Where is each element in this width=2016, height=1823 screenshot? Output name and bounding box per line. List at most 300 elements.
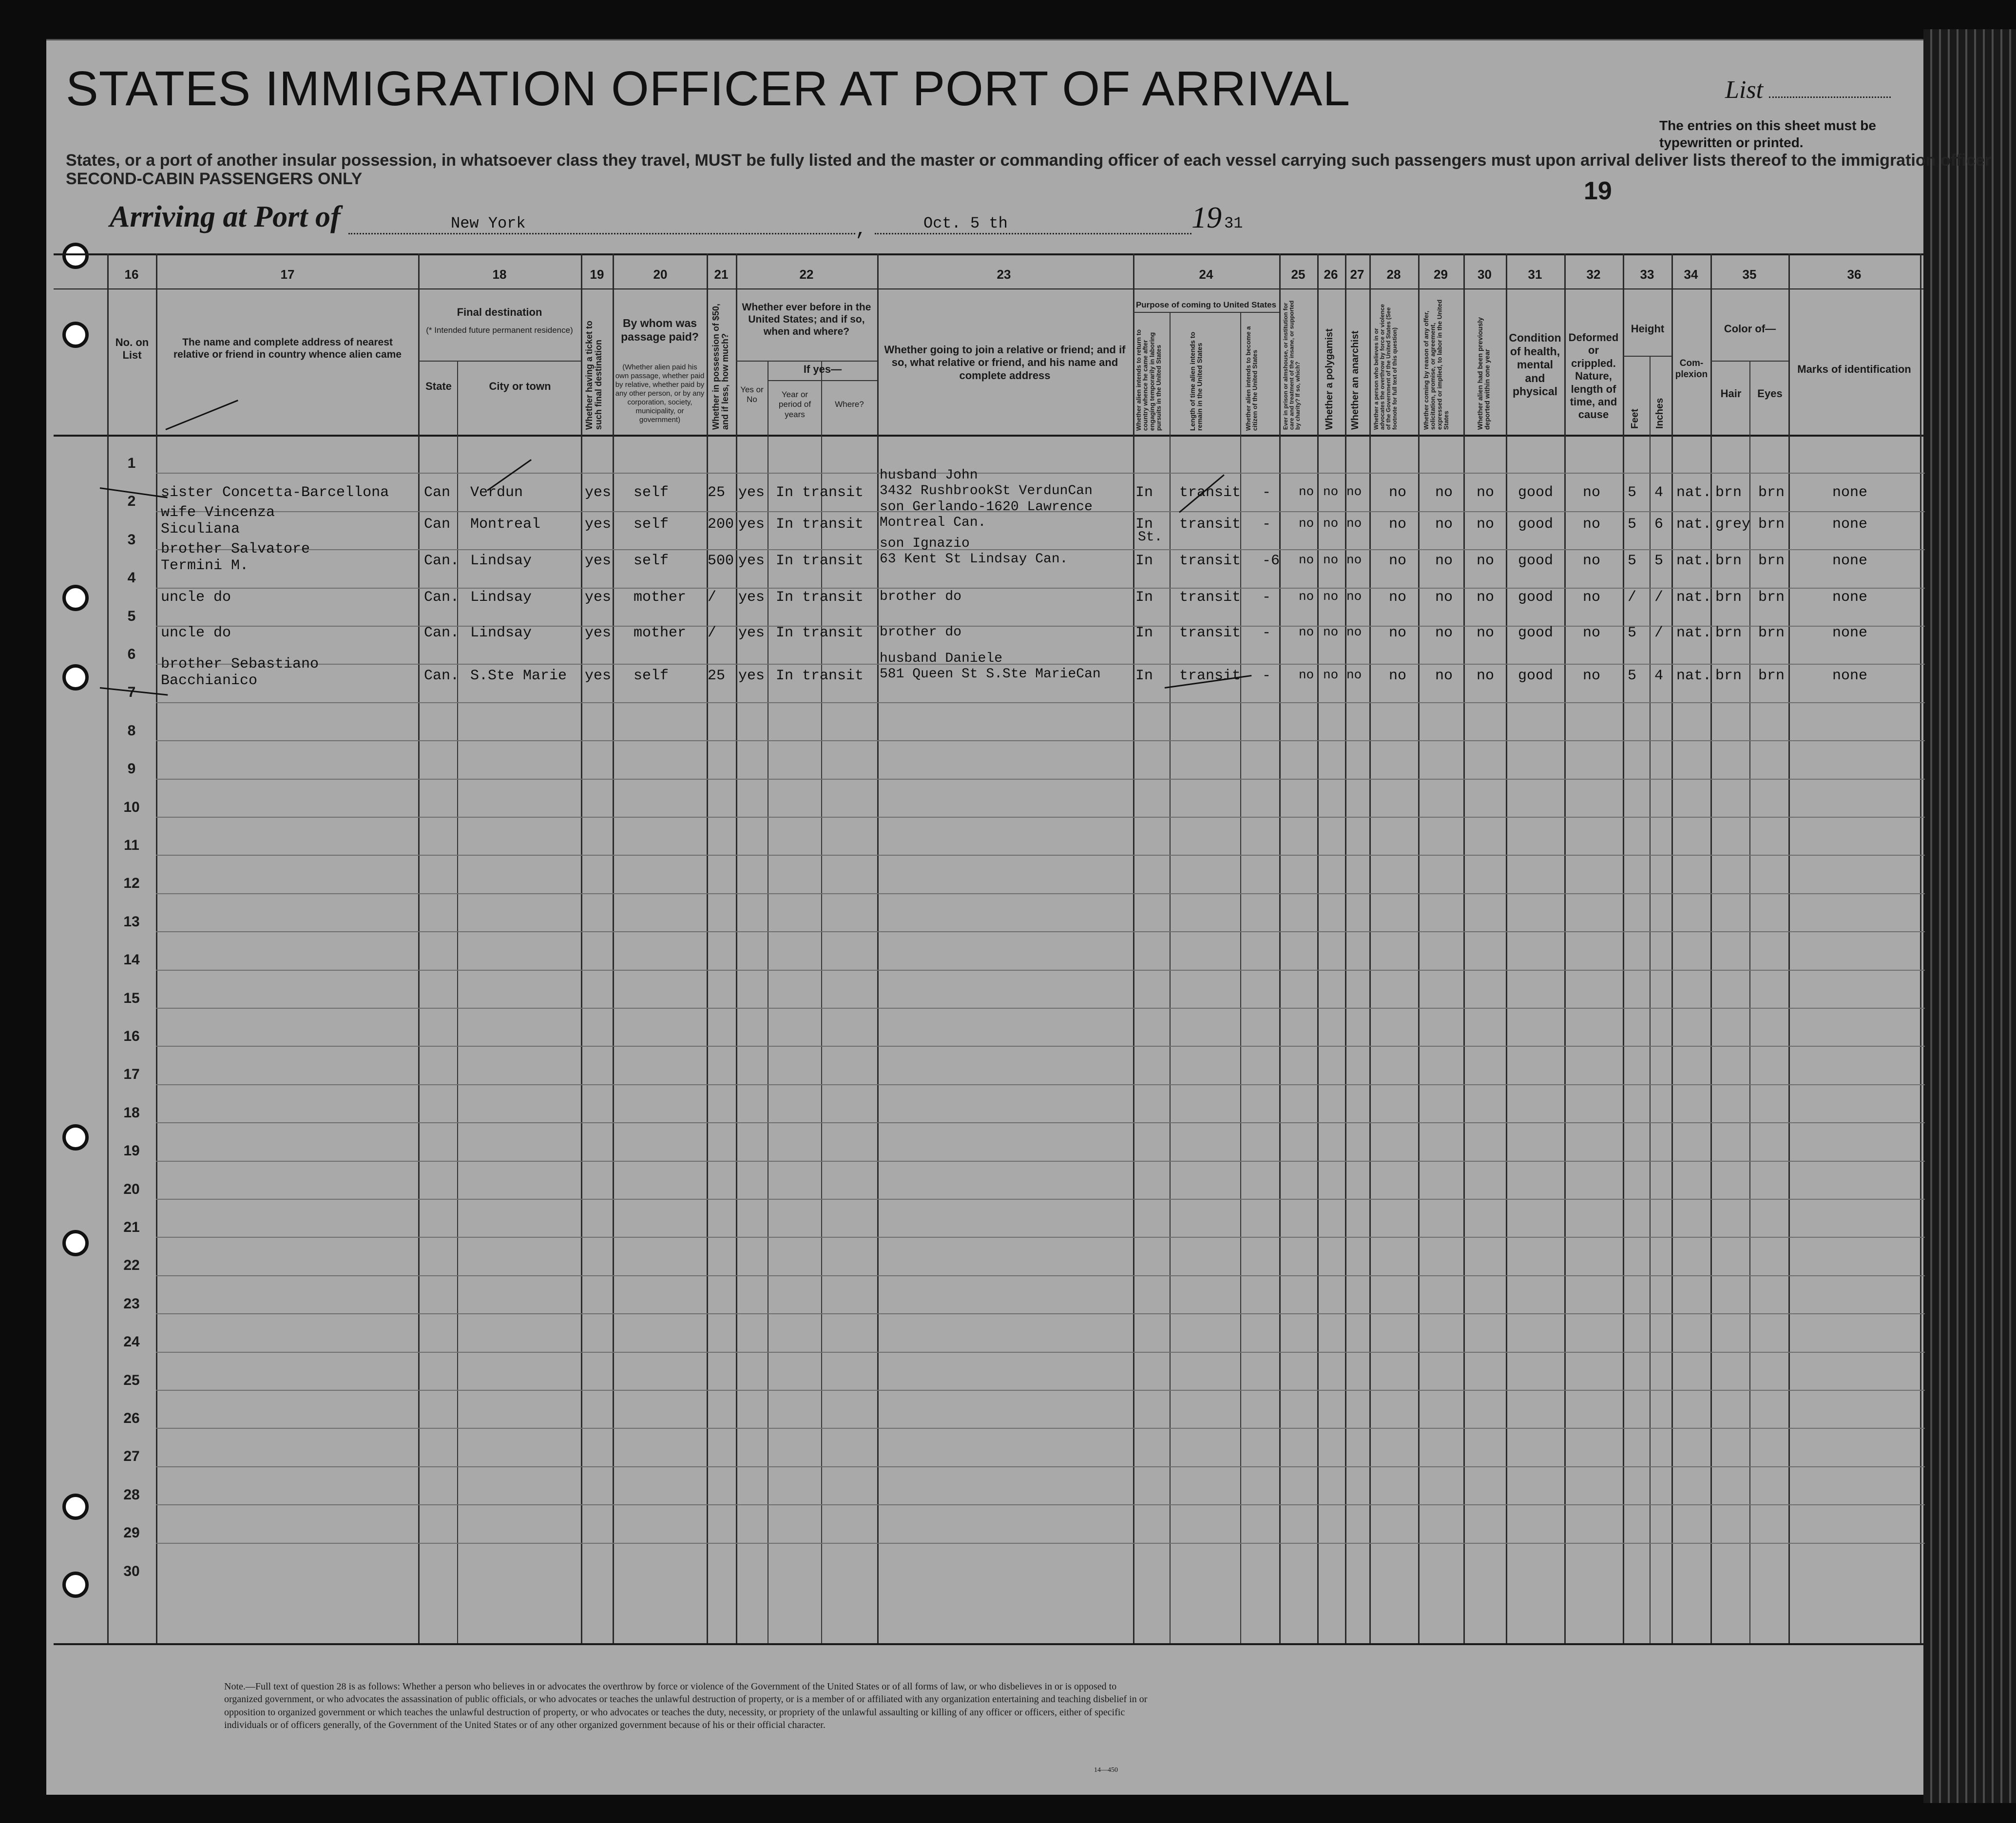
cell-c26: no	[1323, 668, 1339, 682]
cell-marks: none	[1832, 484, 1868, 501]
form-number: 14—450	[1094, 1766, 1118, 1774]
year-prefix: 19	[1191, 201, 1222, 234]
cell-c29: no	[1435, 553, 1453, 569]
header-hair: Hair	[1720, 387, 1742, 400]
cell-money: 25	[708, 484, 726, 501]
table-top-rule	[54, 253, 1925, 255]
column-rule	[1623, 253, 1624, 1643]
cell-deformed: no	[1583, 516, 1601, 533]
cell-purpose: In	[1135, 589, 1153, 606]
header-length-stay: Length of time alien intends to remain in the United States	[1189, 332, 1204, 431]
header-return-intent: Whether alien intends to return to country whence he came after engaging temporarily in laboring pursuits in the United States	[1135, 329, 1162, 431]
cell-join-l1: son Ignazio	[880, 536, 970, 551]
row-rule	[156, 855, 1925, 856]
cell-c29: no	[1435, 589, 1453, 606]
column-rule	[1133, 253, 1134, 1643]
column-rule	[1671, 253, 1673, 1643]
cell-c30: no	[1477, 553, 1495, 569]
header-height: Height	[1631, 323, 1665, 335]
footnote: Note.—Full text of question 28 is as follows: Whether a person who believes in or advocates the overthrow by force or violence of the Government of the United States or of all forms of law, or who disbelieves in or is opposed to organized government, or who advocates the assassination of public officials, or who advocates or teaches the unlawful destruction of property, or is a member of or affiliated with any organization entertaining and teaching disbelief in or opposition to organized government or which teaches the unlawful destruction of property, or who advocates or teaches the duty, necessity, or propriety of the unlawful assaulting or killing of any officer or officers, either of specific individuals or of officers generally, of the Government of the United States or of any other organized government because of his or their official character.	[224, 1681, 1148, 1731]
header-if-yes: If yes—	[803, 363, 842, 375]
column-number: 23	[997, 267, 1011, 282]
cell-c27: no	[1346, 484, 1362, 499]
cell-c26: no	[1323, 625, 1339, 639]
table-bottom-rule	[54, 1643, 1925, 1645]
column-number: 18	[492, 267, 507, 282]
cell-before-year: In transit	[776, 589, 864, 606]
cell-citizen: -	[1262, 516, 1271, 533]
cell-paid-by: self	[634, 553, 669, 569]
cell-state: Can.	[424, 589, 460, 606]
column-rule	[1369, 253, 1371, 1643]
row-number: 13	[123, 913, 140, 930]
row-rule	[156, 931, 1925, 932]
cell-join-l2: 63 Kent St Lindsay Can.	[880, 552, 1068, 567]
port-line	[348, 233, 855, 234]
column-rule	[1463, 253, 1465, 1643]
header-citizen-intent: Whether alien intends to become a citizen of the United States	[1245, 326, 1259, 431]
cell-stay: transit	[1179, 589, 1241, 606]
cell-deformed: no	[1583, 589, 1601, 606]
cell-ticket: yes	[585, 516, 612, 533]
cell-before-yes-no: yes	[738, 589, 765, 606]
cell-feet: 5	[1628, 516, 1637, 533]
cell-c29: no	[1435, 516, 1453, 533]
row-rule	[156, 1161, 1925, 1162]
column-rule	[1418, 253, 1420, 1643]
cell-c27: no	[1346, 625, 1362, 639]
row-rule	[156, 893, 1925, 894]
row-number: 24	[123, 1334, 140, 1350]
column-number: 28	[1386, 267, 1401, 282]
cell-eyes: brn	[1758, 668, 1785, 684]
row-number: 1	[127, 455, 136, 471]
row-number: 2	[127, 493, 136, 510]
cell-eyes: brn	[1758, 553, 1785, 569]
column-rule	[156, 253, 157, 1643]
header-inches: Inches	[1654, 398, 1665, 429]
cell-marks: none	[1832, 553, 1868, 569]
column-rule	[1345, 253, 1346, 1643]
cell-before-year: In transit	[776, 516, 864, 533]
cell-c25: no	[1299, 553, 1314, 567]
row-rule	[156, 1008, 1925, 1009]
cell-before-year: In transit	[776, 484, 864, 501]
cell-citizen: -	[1262, 668, 1271, 684]
cell-inches: 6	[1654, 516, 1664, 533]
cell-eyes: brn	[1758, 625, 1785, 641]
cell-join-extra: St.	[1138, 530, 1163, 545]
row-rule	[156, 1275, 1925, 1276]
row-rule	[156, 740, 1925, 741]
row-number: 29	[123, 1525, 140, 1541]
cell-money: 25	[708, 668, 726, 684]
row-number: 28	[123, 1486, 140, 1503]
header-year: Year or period of years	[778, 390, 811, 419]
subheader-rule	[1133, 312, 1279, 313]
header-feet: Feet	[1630, 408, 1640, 429]
cell-before-year: In transit	[776, 625, 864, 641]
cell-complexion: nat.	[1676, 668, 1712, 684]
cell-c26: no	[1323, 589, 1339, 604]
header-deformed: Deformed or crippled. Nature, length of time, and cause	[1568, 331, 1619, 421]
cell-purpose: In	[1135, 553, 1153, 569]
cell-c30: no	[1477, 625, 1495, 641]
cell-before-year: In transit	[776, 668, 864, 684]
cell-health: good	[1518, 484, 1554, 501]
cell-paid-by: self	[634, 516, 669, 533]
column-number: 33	[1640, 267, 1654, 282]
column-number: 26	[1324, 267, 1338, 282]
cell-join-l1: husband Daniele	[880, 651, 1003, 666]
binder-hole-icon	[62, 1124, 89, 1151]
cell-complexion: nat.	[1676, 516, 1712, 533]
cell-state: Can	[424, 516, 451, 533]
binder-hole-icon	[62, 1572, 89, 1598]
row-number: 19	[123, 1143, 140, 1159]
cell-c27: no	[1346, 516, 1362, 531]
header-passage-paid-note: (Whether alien paid his own passage, whether paid by relative, whether paid by any other person, or by any corporation, society, municipality, or government)	[615, 363, 705, 424]
header-eyes: Eyes	[1757, 387, 1783, 400]
header-prison: Ever in prison or almshouse, or institution for care and treatment of the insane, or supported by charity? If so, which?	[1282, 300, 1302, 430]
cell-health: good	[1518, 625, 1554, 641]
column-rule	[1710, 253, 1712, 1643]
header-overthrow: Whether a person who believes in or advocates the overthrow by force or violence of the Government of the United States (See footnote for full text of this question)	[1373, 304, 1398, 430]
cell-relative-l1: sister Concetta-Barcellona	[161, 484, 389, 501]
row-number: 26	[123, 1410, 140, 1426]
column-number: 35	[1742, 267, 1757, 282]
cell-complexion: nat.	[1676, 625, 1712, 641]
subheader-rule	[418, 361, 581, 362]
cell-city: Montreal	[470, 516, 541, 533]
cell-complexion: nat.	[1676, 589, 1712, 606]
cell-stay: transit	[1179, 553, 1241, 569]
cell-ticket: yes	[585, 553, 612, 569]
header-state: State	[425, 380, 452, 392]
column-number: 34	[1684, 267, 1698, 282]
cell-feet: 5	[1628, 553, 1637, 569]
header-marks: Marks of identification	[1797, 363, 1911, 375]
row-rule	[156, 1122, 1925, 1123]
column-rule	[707, 253, 708, 1643]
cell-deformed: no	[1583, 625, 1601, 641]
column-number: 21	[714, 267, 729, 282]
row-rule	[156, 1046, 1925, 1047]
cell-join-l2: 581 Queen St S.Ste MarieCan	[880, 667, 1101, 682]
cell-c26: no	[1323, 516, 1339, 531]
cell-c27: no	[1346, 668, 1362, 682]
cell-inches: 4	[1654, 484, 1664, 501]
cell-health: good	[1518, 516, 1554, 533]
cell-c28: no	[1389, 668, 1407, 684]
column-rule	[1920, 253, 1921, 1643]
row-number: 6	[127, 646, 136, 662]
cell-marks: none	[1832, 668, 1868, 684]
row-number: 7	[127, 684, 136, 701]
header-color-of: Color of—	[1724, 323, 1776, 335]
sheet-number: 19	[1584, 177, 1612, 205]
column-number: 17	[280, 267, 295, 282]
row-number: 16	[123, 1028, 140, 1044]
cell-c30: no	[1477, 516, 1495, 533]
cell-c25: no	[1299, 589, 1314, 604]
cell-c28: no	[1389, 516, 1407, 533]
cell-c29: no	[1435, 625, 1453, 641]
cell-before-year: In transit	[776, 553, 864, 569]
row-rule	[156, 1504, 1925, 1505]
row-rule	[156, 664, 1925, 665]
header-join-relative: Whether going to join a relative or friend; and if so, what relative or friend, and his name and complete address	[884, 344, 1126, 382]
cell-paid-by: mother	[634, 625, 687, 641]
column-number: 30	[1478, 267, 1492, 282]
binder-hole-icon	[62, 322, 89, 348]
cell-hair: brn	[1715, 625, 1742, 641]
cell-ticket: yes	[585, 589, 612, 606]
row-number: 14	[123, 952, 140, 968]
row-rule	[156, 817, 1925, 818]
row-number: 8	[127, 722, 136, 739]
cell-money: 200	[708, 516, 734, 533]
header-city: City or town	[489, 380, 551, 392]
cell-money: /	[708, 589, 717, 606]
column-rule	[418, 253, 420, 1643]
cell-eyes: brn	[1758, 516, 1785, 533]
cell-hair: brn	[1715, 589, 1742, 606]
page-title: STATES IMMIGRATION OFFICER AT PORT OF ARRIVAL	[66, 61, 1351, 116]
cell-relative-l1: uncle do	[161, 589, 231, 606]
cell-complexion: nat.	[1676, 484, 1712, 501]
header-where: Where?	[835, 400, 864, 409]
row-number: 27	[123, 1448, 140, 1465]
cell-health: good	[1518, 668, 1554, 684]
arriving-label: Arriving at Port of	[110, 200, 341, 233]
header-final-destination-note: (* Intended future permanent residence)	[426, 326, 573, 335]
row-rule	[156, 1466, 1925, 1467]
cell-ticket: yes	[585, 625, 612, 641]
column-number: 36	[1847, 267, 1862, 282]
column-number: 32	[1586, 267, 1601, 282]
row-rule	[156, 1237, 1925, 1238]
cell-purpose: In	[1135, 484, 1153, 501]
cell-hair: brn	[1715, 668, 1742, 684]
column-number: 25	[1291, 267, 1306, 282]
cell-c28: no	[1389, 484, 1407, 501]
cell-before-yes-no: yes	[738, 625, 765, 641]
cell-complexion: nat.	[1676, 553, 1712, 569]
binder-hole-icon	[62, 1494, 89, 1520]
date-value: Oct. 5 th	[923, 214, 1008, 232]
cell-ticket: yes	[585, 484, 612, 501]
cell-inches: /	[1654, 625, 1664, 641]
cell-inches: /	[1654, 589, 1664, 606]
cell-deformed: no	[1583, 553, 1601, 569]
cell-paid-by: self	[634, 668, 669, 684]
column-number: 22	[799, 267, 814, 282]
cell-c25: no	[1299, 484, 1314, 499]
header-money: Whether in possession of $50, and if less, how much?	[711, 303, 730, 430]
row-number: 22	[123, 1257, 140, 1274]
cell-stay: transit	[1179, 668, 1241, 684]
binder-hole-icon	[62, 243, 89, 269]
row-number: 30	[123, 1563, 140, 1579]
cell-paid-by: mother	[634, 589, 687, 606]
header-passage-paid: By whom was passage paid?	[621, 317, 699, 343]
cell-purpose: In	[1135, 625, 1153, 641]
comma: ,	[855, 219, 867, 241]
cell-c28: no	[1389, 589, 1407, 606]
cell-deformed: no	[1583, 484, 1601, 501]
header-before-in-us: Whether ever before in the United States; and if so, when and where?	[742, 302, 871, 338]
column-rule	[1749, 361, 1750, 1643]
list-label: List	[1725, 76, 1764, 104]
subheader-rule	[768, 380, 877, 381]
column-number: 29	[1434, 267, 1448, 282]
column-rule	[1788, 253, 1790, 1643]
cell-citizen: -6	[1262, 553, 1280, 569]
row-rule	[156, 779, 1925, 780]
cell-c26: no	[1323, 553, 1339, 567]
cell-citizen: -	[1262, 589, 1271, 606]
row-rule	[156, 1199, 1925, 1200]
cell-state: Can.	[424, 553, 460, 569]
column-number: 24	[1199, 267, 1213, 282]
cell-marks: none	[1832, 589, 1868, 606]
cell-relative-l2: Bacchianico	[161, 672, 258, 689]
row-rule	[156, 473, 1925, 474]
row-rule	[156, 702, 1925, 703]
cell-money: /	[708, 625, 717, 641]
row-rule	[156, 549, 1925, 550]
cell-state: Can.	[424, 625, 460, 641]
cell-ticket: yes	[585, 668, 612, 684]
subheader-rule	[1710, 361, 1788, 362]
header-purpose: Purpose of coming to United States	[1135, 300, 1277, 309]
column-rule	[1506, 253, 1507, 1643]
cell-c30: no	[1477, 484, 1495, 501]
column-rule	[1564, 253, 1566, 1643]
row-number: 15	[123, 990, 140, 1006]
row-number: 4	[127, 570, 136, 586]
row-rule	[156, 1390, 1925, 1391]
cell-relative-l1: wife Vincenza	[161, 504, 275, 521]
row-number: 12	[123, 875, 140, 892]
stacked-page-edges	[1923, 29, 2016, 1803]
header-bottom-rule	[54, 435, 1925, 437]
cell-feet: 5	[1628, 625, 1637, 641]
cell-stay: transit	[1179, 484, 1241, 501]
header-health: Condition of health, mental and physical	[1509, 331, 1561, 398]
cell-deformed: no	[1583, 668, 1601, 684]
header-no-on-list: No. on List	[115, 336, 149, 362]
column-number: 27	[1350, 267, 1364, 282]
cell-join-l1: husband John	[880, 468, 978, 483]
cell-city: Lindsay	[470, 553, 532, 569]
header-anarchist: Whether an anarchist	[1350, 330, 1361, 430]
row-number: 20	[123, 1181, 140, 1197]
cell-c27: no	[1346, 553, 1362, 567]
cell-c28: no	[1389, 625, 1407, 641]
cell-city: Verdun	[470, 484, 523, 501]
column-rule	[736, 253, 737, 1643]
cell-join-l1: son Gerlando-1620 Lawrence	[880, 499, 1093, 515]
row-rule	[156, 1352, 1925, 1353]
column-number: 19	[590, 267, 604, 282]
row-number: 21	[123, 1219, 140, 1235]
cell-health: good	[1518, 553, 1554, 569]
cell-c25: no	[1299, 516, 1314, 531]
cell-relative-l2: Termini M.	[161, 557, 249, 574]
cell-c30: no	[1477, 589, 1495, 606]
row-number: 3	[127, 531, 136, 548]
cell-relative-l1: brother Salvatore	[161, 541, 310, 557]
cell-feet: /	[1628, 589, 1637, 606]
cell-before-yes-no: yes	[738, 484, 765, 501]
cell-feet: 5	[1628, 668, 1637, 684]
row-number: 25	[123, 1372, 140, 1388]
header-complexion: Com- plexion	[1675, 358, 1708, 380]
cell-c29: no	[1435, 668, 1453, 684]
cell-c25: no	[1299, 668, 1314, 682]
row-number: 23	[123, 1295, 140, 1312]
entries-note: The entries on this sheet must be typewritten or printed.	[1659, 118, 1876, 150]
cell-before-yes-no: yes	[738, 668, 765, 684]
row-rule	[156, 1313, 1925, 1314]
column-number-rule	[54, 288, 1925, 289]
cell-relative-l2: Siculiana	[161, 521, 240, 537]
cell-hair: grey	[1715, 516, 1751, 533]
port-value: New York	[451, 214, 526, 232]
cell-citizen: -	[1262, 625, 1271, 641]
list-number-line	[1769, 96, 1891, 98]
cell-relative-l1: brother Sebastiano	[161, 656, 319, 672]
column-rule	[877, 253, 879, 1643]
cell-marks: none	[1832, 625, 1868, 641]
cell-c29: no	[1435, 484, 1453, 501]
cell-c30: no	[1477, 668, 1495, 684]
year-suffix: 31	[1224, 214, 1243, 232]
cell-c27: no	[1346, 589, 1362, 604]
cell-relative-l1: uncle do	[161, 625, 231, 641]
cell-citizen: -	[1262, 484, 1271, 501]
cell-hair: brn	[1715, 484, 1742, 501]
column-rule	[1317, 253, 1319, 1643]
cell-money: 500	[708, 553, 734, 569]
cell-state: Can.	[424, 668, 460, 684]
row-number: 10	[123, 799, 140, 815]
cell-health: good	[1518, 589, 1554, 606]
subheader-rule	[1623, 356, 1671, 357]
column-rule	[613, 253, 614, 1643]
cell-inches: 4	[1654, 668, 1664, 684]
cell-city: Lindsay	[470, 589, 532, 606]
cell-city: S.Ste Marie	[470, 668, 567, 684]
column-number: 31	[1528, 267, 1542, 282]
binder-hole-icon	[62, 664, 89, 691]
cell-paid-by: self	[634, 484, 669, 501]
column-number: 20	[653, 267, 668, 282]
cell-stay: transit	[1179, 625, 1241, 641]
cell-feet: 5	[1628, 484, 1637, 501]
cell-join-l1: brother do	[880, 589, 962, 604]
cell-city: Lindsay	[470, 625, 532, 641]
cell-before-yes-no: yes	[738, 516, 765, 533]
column-rule	[581, 253, 582, 1643]
cell-join-l2: 3432 RushbrookSt VerdunCan	[880, 483, 1093, 499]
row-rule	[156, 1084, 1925, 1085]
header-labor-offer: Whether coming by reason of any offer, solicitation, promise, or agreement, expressed or implied, to labor in the United States	[1422, 299, 1450, 430]
header-yes-no: Yes or No	[740, 385, 764, 404]
binder-hole-icon	[62, 1230, 89, 1256]
